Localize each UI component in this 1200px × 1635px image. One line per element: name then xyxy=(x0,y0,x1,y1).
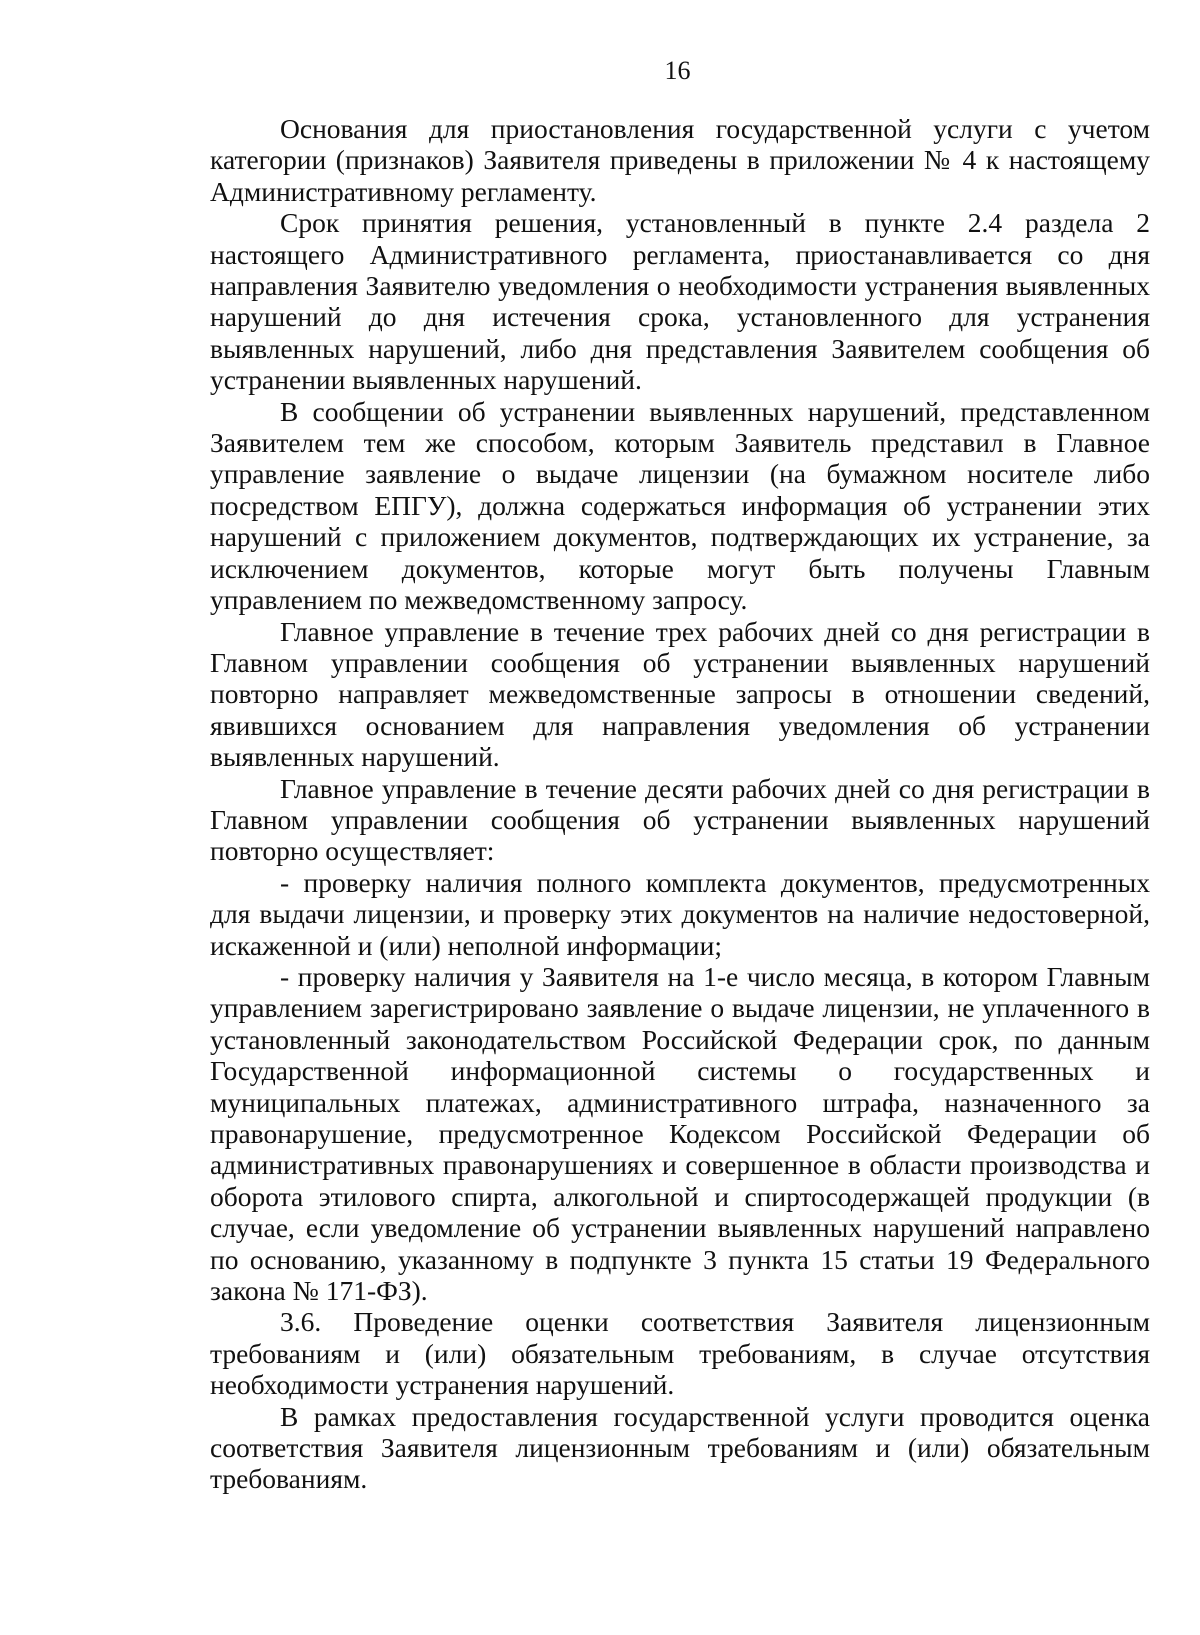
list-item-documents-check: - проверку наличия полного комплекта документов, предусмотренных для выдачи лицензии, и проверку этих документов на наличие недостоверной, искаженной и (или) неполной информации; xyxy=(210,866,1150,961)
document-body xyxy=(210,113,1150,1495)
list-item-fine-check: - проверку наличия у Заявителя на 1-е число месяца, в котором Главным управлением зарегистрировано заявление о выдаче лицензии, не уплаченного в установленный законодательством Российской Федерации срок, по данным Государственной информационной системы о государственных и муниципальных платежах, административного штрафа, назначенного за правонарушение, предусмотренное Кодексом Российской Федерации об административных правонарушениях и совершенное в области производства и оборота этилового спирта, алкогольной и спиртосодержащей продукции (в случае, если уведомление об устранении выявленных нарушений направлено по основанию, указанному в подпункте 3 пункта 15 статьи 19 Федерального закона № 171-ФЗ). xyxy=(210,960,1150,1307)
paragraph-repeat-checks: Главное управление в течение десяти рабочих дней со дня регистрации в Главном управлении сообщения об устранении выявленных нарушений повторно осуществляет: xyxy=(210,772,1150,867)
section-heading-3-6: 3.6. Проведение оценки соответствия Заявителя лицензионным требованиям и (или) обязательным требованиям, в случае отсутствия необходимости устранения нарушений. xyxy=(210,1306,1150,1401)
paragraph-decision-deadline: Срок принятия решения, установленный в пункте 2.4 раздела 2 настоящего Административного регламента, приостанавливается со дня направления Заявителю уведомления о необходимости устранения выявленных нарушений до дня истечения срока, установленного для устранения выявленных нарушений, либо дня представления Заявителем сообщения об устранении выявленных нарушений. xyxy=(210,207,1150,396)
paragraph-suspension-grounds: Основания для приостановления государственной услуги с учетом категории (признаков) Заявителя приведены в приложении № 4 к настоящему Административному регламенту. xyxy=(210,113,1150,207)
paragraph-repeat-requests: Главное управление в течение трех рабочих дней со дня регистрации в Главном управлении сообщения об устранении выявленных нарушений повторно направляет межведомственные запросы в отношении сведений, явившихся основанием для направления уведомления об устранении выявленных нарушений. xyxy=(210,615,1150,773)
page-number: 16 xyxy=(664,56,691,85)
paragraph-violation-report: В сообщении об устранении выявленных нарушений, представленном Заявителем тем же способом, которым Заявитель представил в Главное управление заявление о выдаче лицензии (на бумажном носителе либо посредством ЕПГУ), должна содержаться информация об устранении этих нарушений с приложением документов, подтверждающих их устранение, за исключением документов, которые могут быть получены Главным управлением по межведомственному запросу. xyxy=(210,395,1150,616)
paragraph-compliance-assessment: В рамках предоставления государственной услуги проводится оценка соответствия Заявителя лицензионным требованиям и (или) обязательным требованиям. xyxy=(210,1400,1150,1495)
